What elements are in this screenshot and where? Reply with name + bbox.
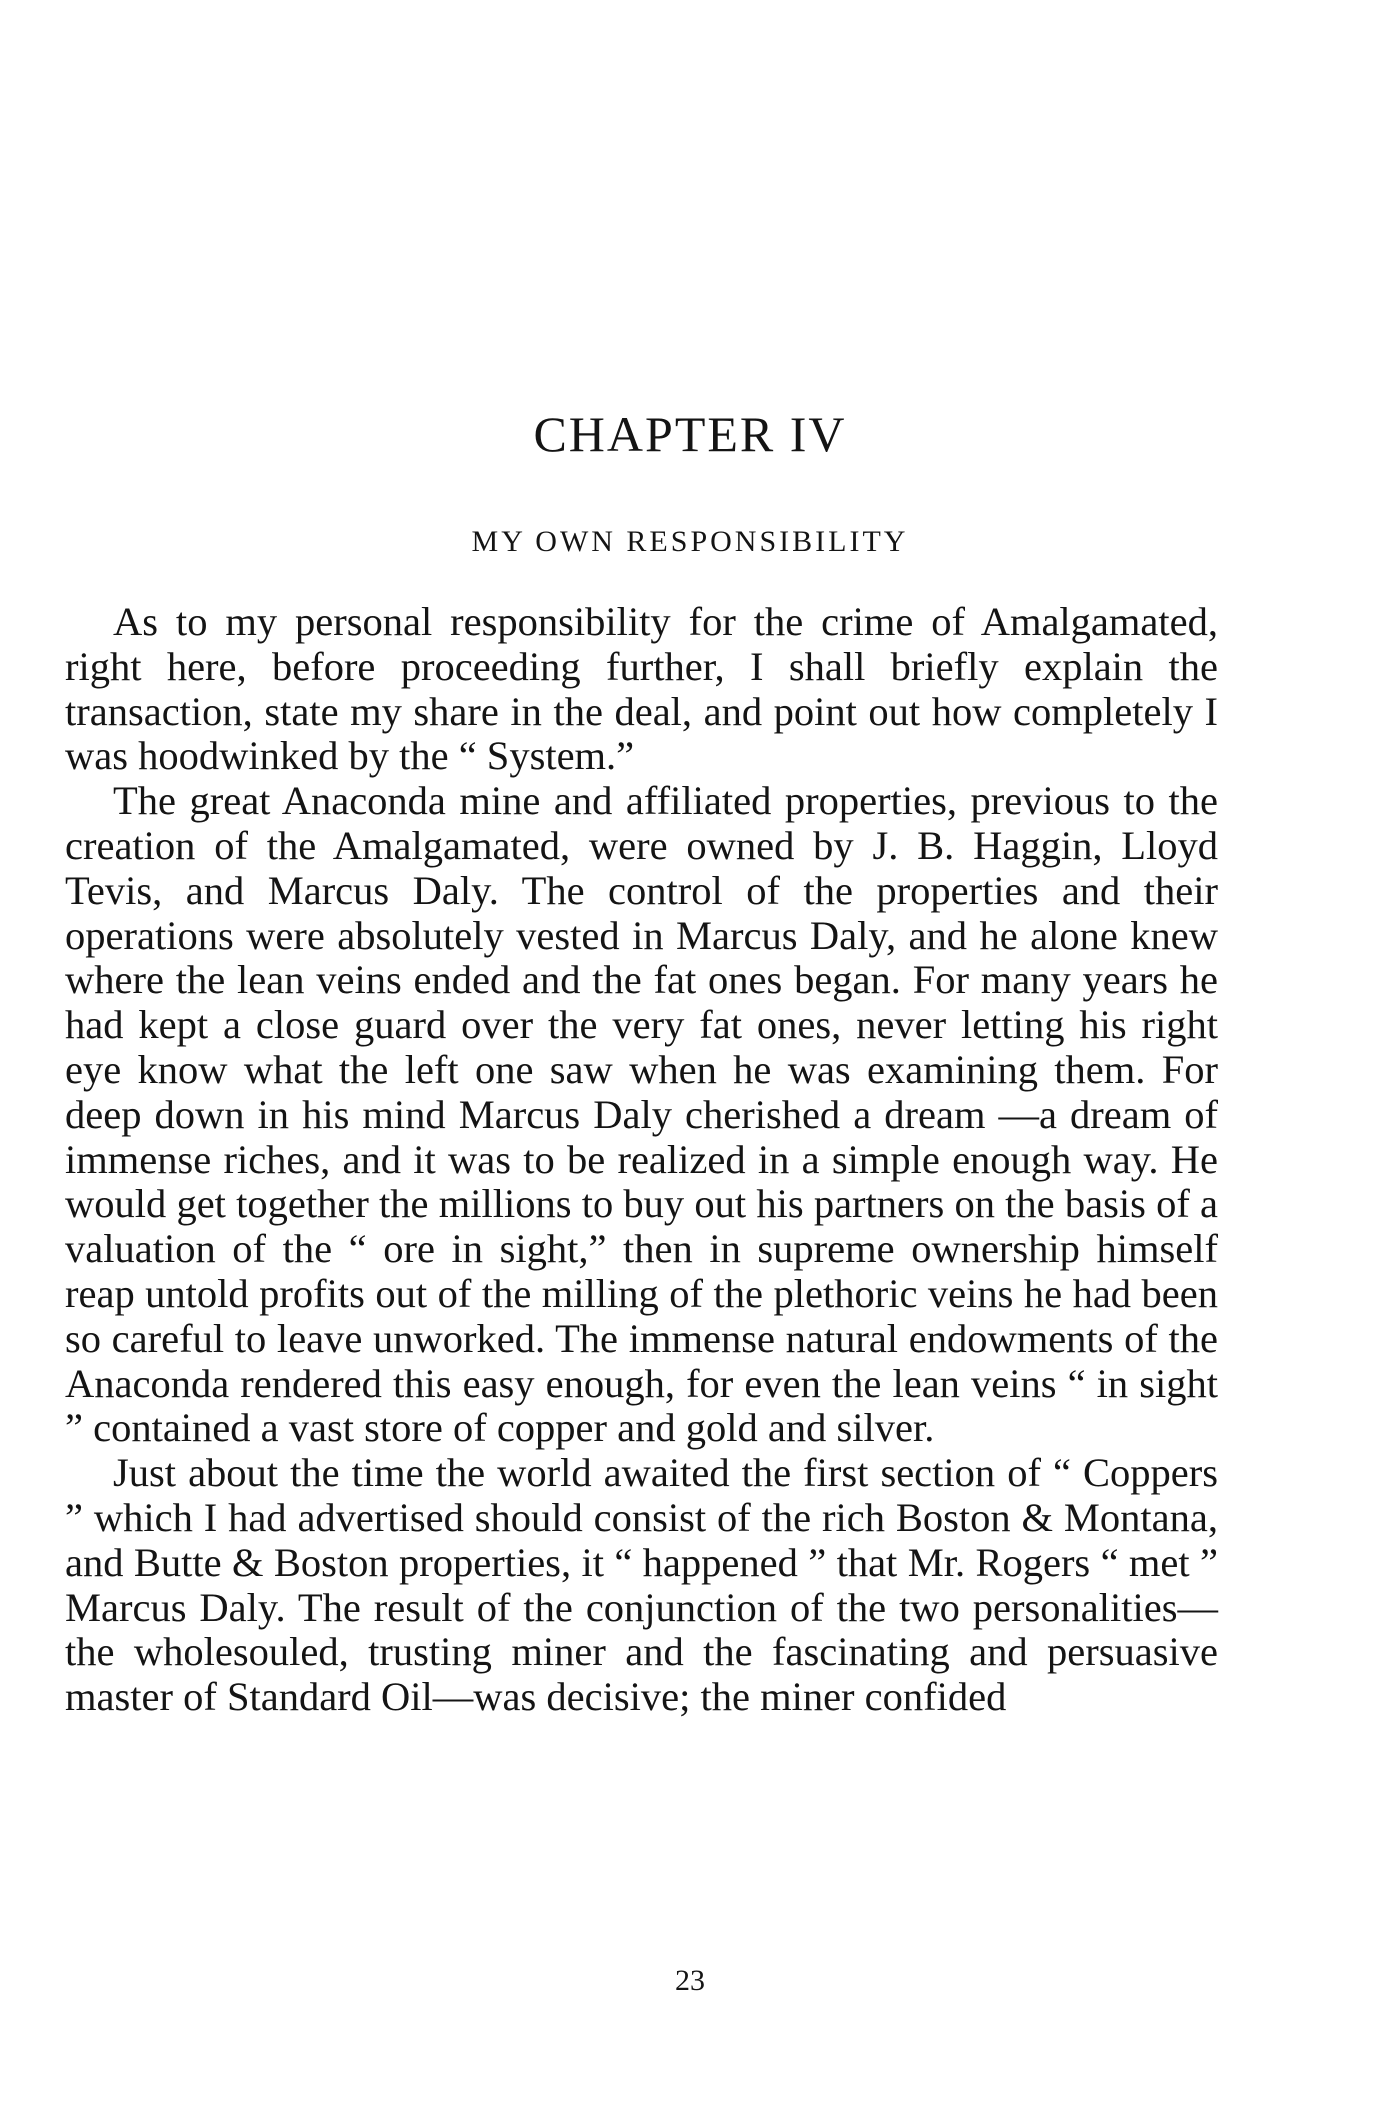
paragraph: The great Anaconda mine and affiliated properties, previous to the creation of the Amalgamated, were owned by J. B. Haggin, Lloyd Tevis, and Marcus Daly. The control of the properties and their operations were absolutely vested in Marcus Daly, and he alone knew where the lean veins ended and the fat ones began. For many years he had kept a close guard over the very fat ones, never letting his right eye know what the left one saw when he was examining them. For deep down in his mind Marcus Daly cherished a dream —a dream of immense riches, and it was to be realized in a simple enough way. He would get together the millions to buy out his partners on the basis of a valuation of the “ ore in sight,” then in supreme ownership himself reap untold profits out of the milling of the plethoric veins he had been so careful to leave unworked. The immense natural endowments of the Anaconda rendered this easy enough, for even the lean veins “ in sight ” contained a vast store of copper and gold and silver. bbox=[65, 778, 1218, 1451]
page-number: 23 bbox=[675, 1964, 705, 1997]
page-body bbox=[65, 600, 1218, 1720]
paragraph: Just about the time the world awaited the first section of “ Coppers ” which I had advertised should consist of the rich Boston & Montana, and Butte & Boston properties, it “ happened ” that Mr. Rogers “ met ” Marcus Daly. The result of the conjunction of the two personalities—the wholesouled, trusting miner and the fascinating and persuasive master of Standard Oil—was decisive; the miner confided bbox=[65, 1450, 1218, 1720]
paragraph: As to my personal responsibility for the crime of Amalgamated, right here, before proceeding further, I shall briefly explain the transaction, state my share in the deal, and point out how completely I was hoodwinked by the “ System.” bbox=[65, 599, 1218, 779]
chapter-title: CHAPTER IV bbox=[533, 406, 847, 462]
chapter-subtitle: MY OWN RESPONSIBILITY bbox=[471, 525, 909, 558]
